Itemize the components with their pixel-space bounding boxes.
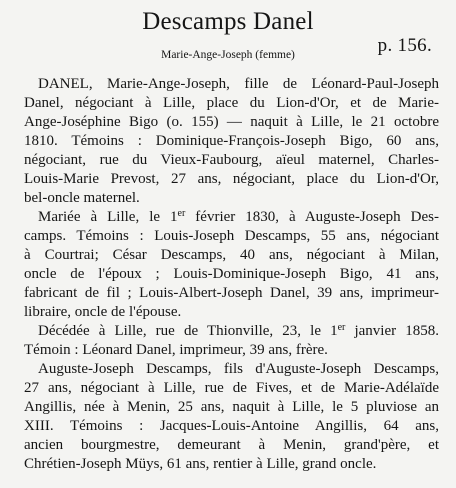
paragraph-2-line-1-superscript: er bbox=[177, 208, 186, 219]
paragraph-1-line-3: Ange-Joséphine Bigo (o. 155) — naquit à Lille, le 21 octobre bbox=[24, 114, 439, 130]
paragraph-1-line-2: Danel, négociant à Lille, place du Lion-d'Or, et de Marie- bbox=[24, 95, 439, 111]
paragraph-2-line-4: oncle de l'époux ; Louis-Dominique-Joseph Bigo, 41 ans, bbox=[24, 266, 439, 282]
page-subtitle: Marie-Ange-Joseph (femme) bbox=[161, 49, 295, 61]
paragraph-4-line-6: Chrétien-Joseph Müys, 61 ans, rentier à Lille, grand oncle. bbox=[24, 456, 377, 472]
paragraph-1-line-6: Louis-Marie Prevost, 27 ans, négociant, place du Lion-d'Or, bbox=[24, 171, 439, 187]
paragraph-1-line-7: bel-oncle maternel. bbox=[24, 190, 140, 206]
paragraph-2-line-1-text-b: février 1830, à Auguste-Joseph Des- bbox=[185, 209, 439, 225]
paragraph-4-line-2: 27 ans, négociant à Lille, rue de Fives, et de Marie-Adélaïde bbox=[24, 380, 439, 396]
paragraph-2-line-5: fabricant de fil ; Louis-Albert-Joseph Danel, 39 ans, imprimeur- bbox=[24, 285, 439, 301]
paragraph-2-line-2: camps. Témoins : Louis-Joseph Descamps, 55 ans, négociant bbox=[24, 228, 439, 244]
paragraph-4-line-4: XIII. Témoins : Jacques-Louis-Antoine Angillis, 64 ans, bbox=[24, 418, 439, 434]
paragraph-2-line-1-text-a: Mariée à Lille, le 1 bbox=[38, 209, 178, 225]
paragraph-1-line-4: 1810. Témoins : Dominique-François-Joseph Bigo, 60 ans, bbox=[24, 133, 439, 149]
paragraph-1-line-5: négociant, rue du Vieux-Faubourg, aïeul maternel, Charles- bbox=[24, 152, 439, 168]
paragraph-2-line-3: à Courtrai; César Descamps, 40 ans, négociant à Milan, bbox=[24, 247, 439, 263]
page-title: Descamps Danel bbox=[142, 8, 314, 35]
paragraph-3-line-1-superscript: er bbox=[337, 322, 346, 333]
paragraph-3-line-1 bbox=[38, 322, 439, 341]
paragraph-4-line-1: Auguste-Joseph Descamps, fils d'Auguste-Joseph Descamps, bbox=[38, 361, 439, 377]
paragraph-3-line-1-text-b: janvier 1858. bbox=[345, 323, 439, 339]
paragraph-4-line-3: Angillis, née à Menin, 25 ans, naquit à Lille, le 5 pluviose an bbox=[24, 399, 439, 415]
paragraph-3-line-2: Témoin : Léonard Danel, imprimeur, 39 ans, frère. bbox=[24, 342, 328, 358]
page-number: p. 156. bbox=[377, 35, 432, 56]
paragraph-2-line-6: libraire, oncle de l'épouse. bbox=[24, 304, 182, 320]
paragraph-1-line-1: DANEL, Marie-Ange-Joseph, fille de Léonard-Paul-Joseph bbox=[38, 76, 439, 92]
paragraph-3-line-1-text-a: Décédée à Lille, rue de Thionville, 23, le 1 bbox=[38, 323, 338, 339]
paragraph-2-line-1 bbox=[38, 208, 439, 227]
paragraph-4-line-5: ancien bourgmestre, demeurant à Menin, grand'père, et bbox=[24, 437, 439, 453]
